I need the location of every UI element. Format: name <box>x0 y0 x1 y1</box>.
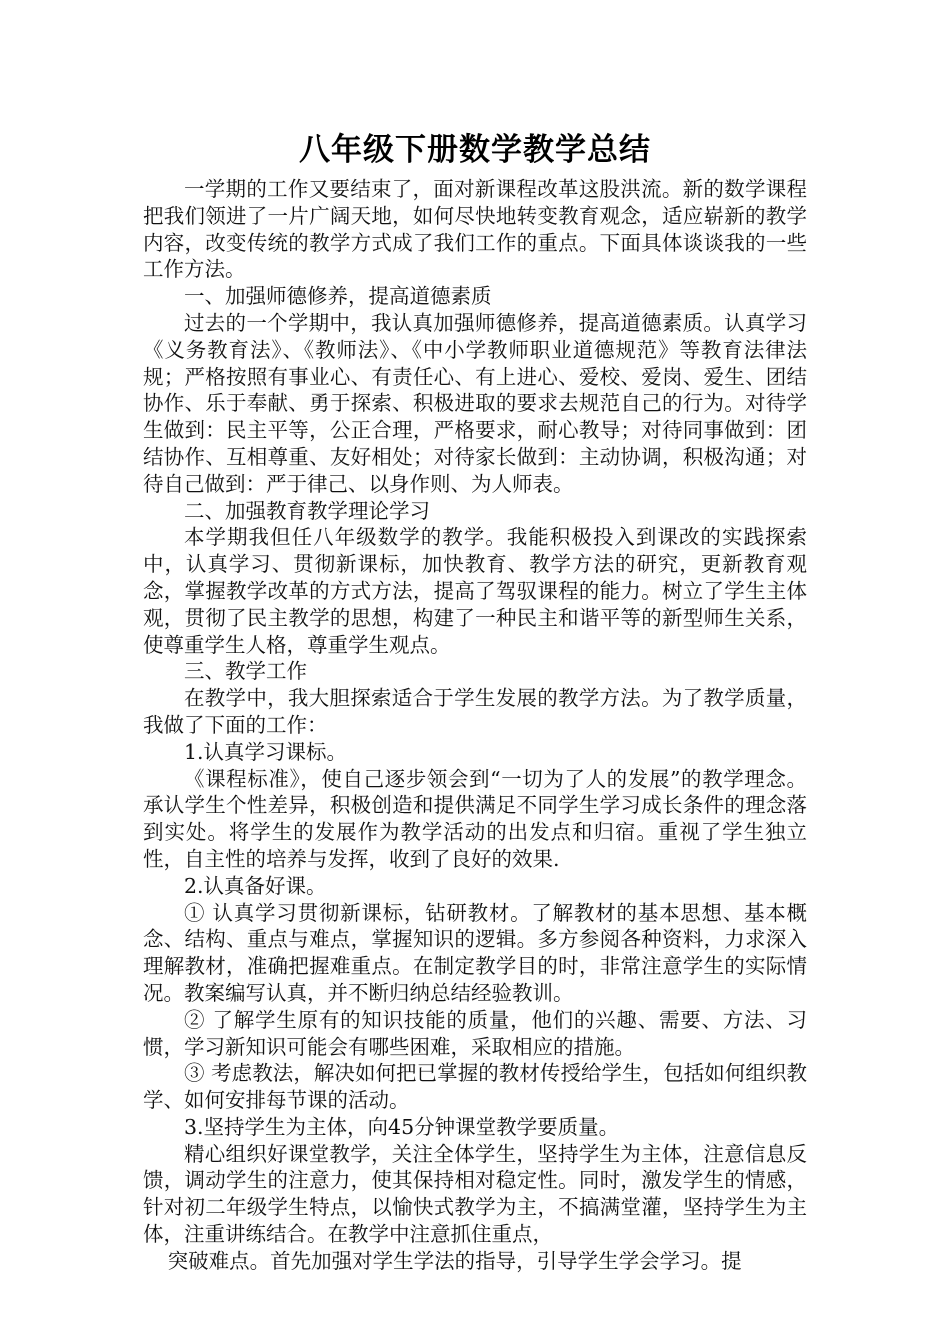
list-item-1: ① 认真学习贯彻新课标，钻研教材。了解教材的基本思想、基本概念、结构、重点与难点，掌握知识的逻辑。多方参阅各种资料，力求深入理解教材，准确把握难重点。在制定教学目的时，非常注意学生的实际情况。教案编写认真，并不断归纳总结经验教训。 <box>143 900 807 1005</box>
list-item-2: ② 了解学生原有的知识技能的质量，他们的兴趣、需要、方法、习惯，学习新知识可能会有哪些困难，采取相应的措施。 <box>143 1007 807 1059</box>
document-title: 八年级下册数学教学总结 <box>299 132 651 168</box>
paragraph-teaching: 在教学中，我大胆探索适合于学生发展的教学方法。为了教学质量，我做了下面的工作： <box>143 686 807 737</box>
paragraph-classroom: 精心组织好课堂教学，关注全体学生，坚持学生为主体，注意信息反馈，调动学生的注意力，使其保持相对稳定性。同时，激发学生的情感，针对初二年级学生特点，以愉快式教学为主，不搞满堂灌，坚持学生为主体，注重讲练结合。在教学中注意抓住重点， <box>143 1141 807 1247</box>
list-item-3: ③ 考虑教法，解决如何把已掌握的教材传授给学生，包括如何组织教学、如何安排每节课的活动。 <box>143 1061 807 1113</box>
document-body <box>143 176 807 1275</box>
paragraph-intro: 一学期的工作又要结束了，面对新课程改革这股洪流。新的数学课程把我们领进了一片广阔天地，如何尽快地转变教育观念，适应崭新的教学内容，改变传统的教学方式成了我们工作的重点。下面具体谈谈我的一些工作方法。 <box>143 177 807 282</box>
section-heading-1: 一、加强师德修养，提高道德素质 <box>184 284 492 309</box>
paragraph-standards: 《课程标准》，使自己逐步领会到“一切为了人的发展”的教学理念。承认学生个性差异，积极创造和提供满足不同学生学习成长条件的理念落到实处。将学生的发展作为教学活动的出发点和归宿。重视了学生独立性，自主性的培养与发挥，收到了良好的效果. <box>143 766 807 871</box>
subheading-2: 2.认真备好课。 <box>184 873 327 898</box>
paragraph-continued: 突破难点。首先加强对学生学法的指导，引导学生学会学习。提 <box>167 1248 742 1273</box>
subheading-1: 1.认真学习课标。 <box>184 739 348 764</box>
paragraph-theory: 本学期我但任八年级数学的教学。我能积极投入到课改的实践探索中，认真学习、贯彻新课标，加快教育、教学方法的研究，更新教育观念，掌握教学改革的方式方法，提高了驾驭课程的能力。树立了学生主体观，贯彻了民主教学的思想，构建了一种民主和谐平等的新型师生关系，使尊重学生人格，尊重学生观点。 <box>143 525 807 657</box>
subheading-3: 3.坚持学生为主体，向45分钟课堂教学要质量。 <box>184 1114 620 1139</box>
section-heading-2: 二、加强教育教学理论学习 <box>184 498 430 523</box>
paragraph-ethics: 过去的一个学期中，我认真加强师德修养，提高道德素质。认真学习《义务教育法》、《教师法》、《中小学教师职业道德规范》等教育法律法规；严格按照有事业心、有责任心、有上进心、爱校、爱岗、爱生、团结协作、乐于奉献、勇于探索、积极进取的要求去规范自己的行为。对待学生做到：民主平等，公正合理，严格要求，耐心教导；对待同事做到：团结协作、互相尊重、友好相处；对待家长做到：主动协调，积极沟通；对待自己做到：严于律己、以身作则、为人师表。 <box>143 310 807 496</box>
section-heading-3: 三、教学工作 <box>184 659 307 684</box>
